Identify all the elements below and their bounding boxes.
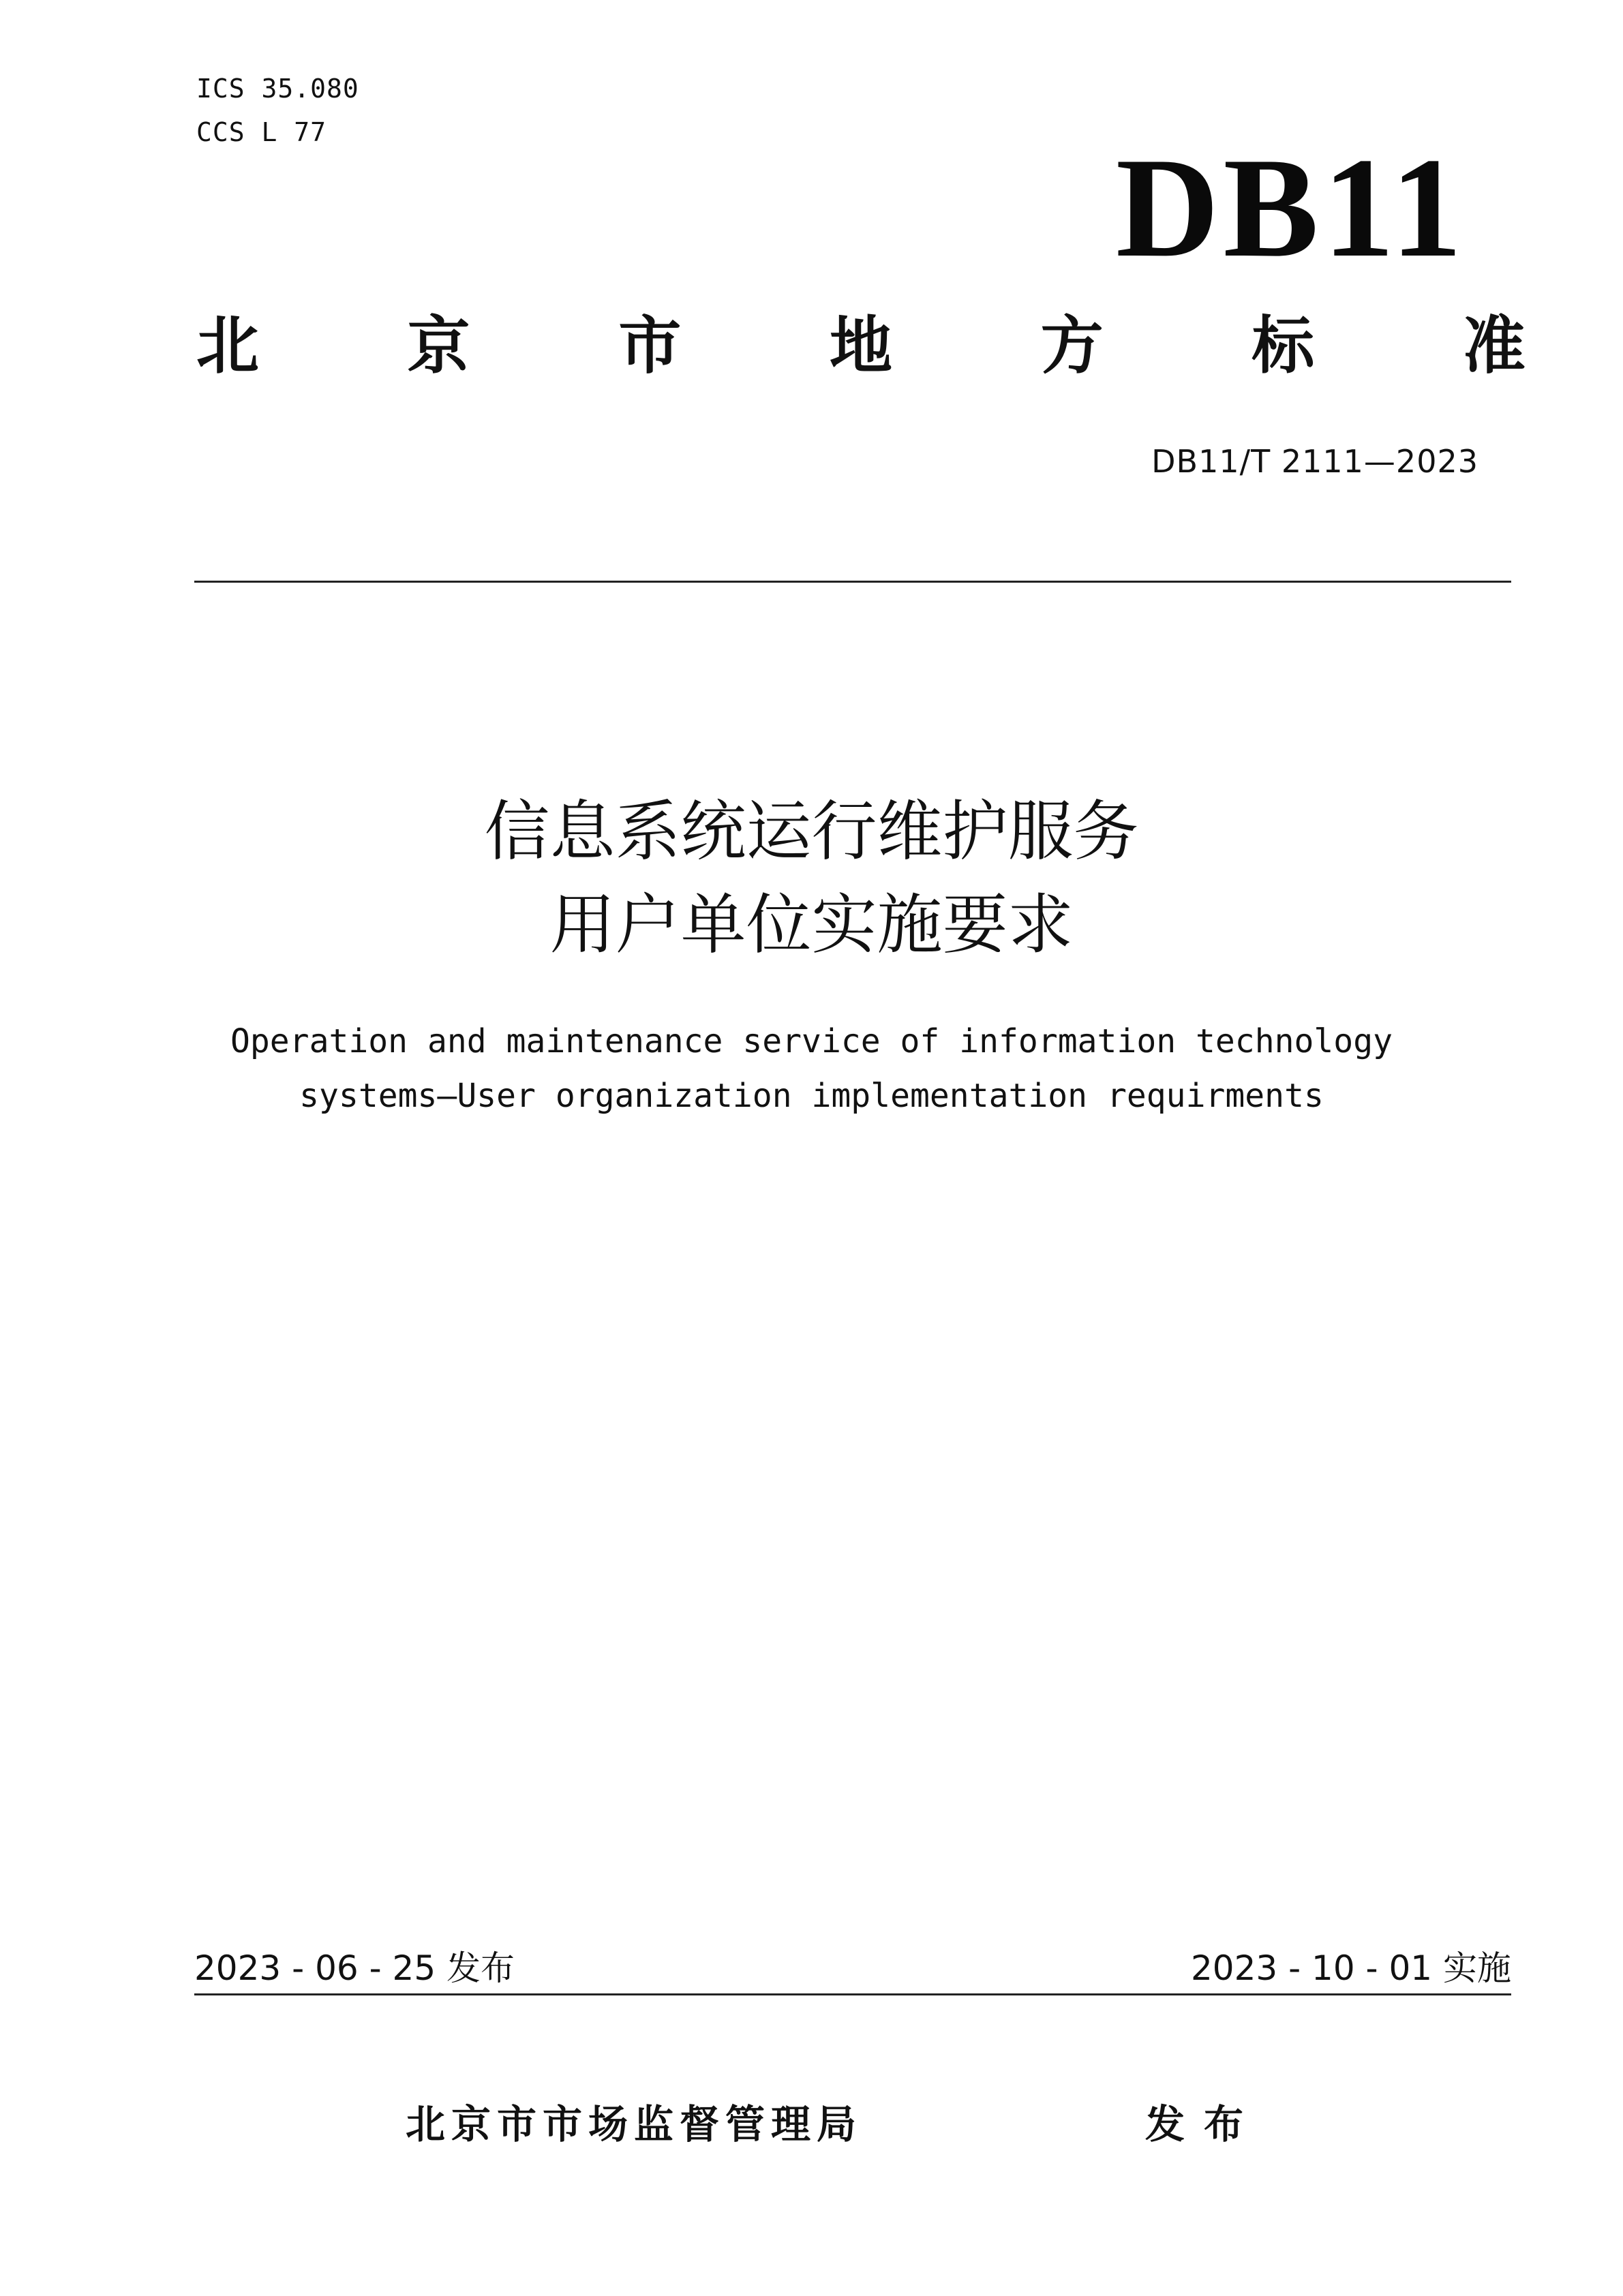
top-divider bbox=[194, 581, 1511, 583]
standard-type-char: 地 bbox=[829, 309, 892, 382]
standard-type-char: 市 bbox=[618, 309, 682, 382]
db11-logo: DB11 bbox=[1115, 129, 1466, 287]
standard-type-char: 标 bbox=[1252, 309, 1315, 382]
standard-type-char: 准 bbox=[1462, 309, 1526, 382]
issuing-authority: 北京市市场监督管理局 bbox=[406, 2101, 863, 2147]
standard-type-char: 北 bbox=[196, 309, 260, 382]
effective-date: 2023 - 10 - 01 实施 bbox=[1190, 1948, 1511, 1988]
title-cn-line1: 信息系统运行维护服务 bbox=[484, 793, 1139, 870]
issue-action: 发布 bbox=[1145, 2101, 1263, 2147]
standard-type-heading bbox=[196, 309, 1526, 382]
standard-number: DB11/T 2111—2023 bbox=[1151, 443, 1478, 480]
title-en-line1: Operation and maintenance service of information technology bbox=[230, 1022, 1393, 1060]
title-cn-line2: 用户单位实施要求 bbox=[549, 887, 1074, 963]
publish-date: 2023 - 06 - 25 发布 bbox=[194, 1948, 515, 1988]
title-en-line2: systems—User organization implementation requirments bbox=[299, 1077, 1324, 1115]
ics-code: ICS 35.080 bbox=[196, 74, 359, 104]
bottom-divider bbox=[194, 1993, 1511, 1995]
ccs-code: CCS L 77 bbox=[196, 117, 327, 147]
standard-type-char: 方 bbox=[1040, 309, 1104, 382]
standard-type-char: 京 bbox=[407, 309, 470, 382]
